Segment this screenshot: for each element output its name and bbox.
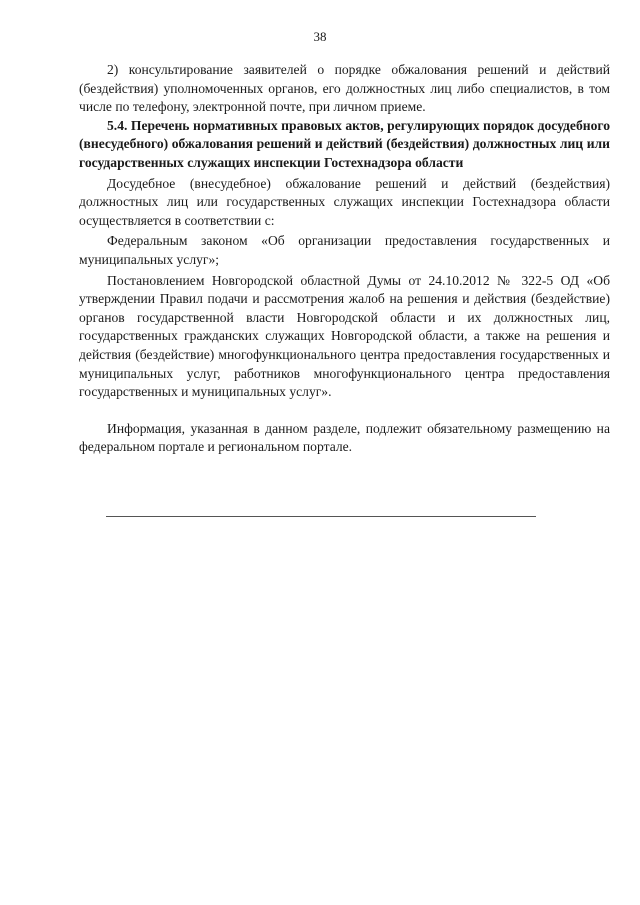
- document-body: [79, 61, 610, 457]
- paragraph-pretrial-appeal: Досудебное (внесудебное) обжалование решений и действий (бездействия) должностных лиц или государственных служащих инспекции Гостехнадзора области осуществляется в соответствии с:: [79, 175, 610, 228]
- page-number: 38: [313, 29, 327, 44]
- paragraph-federal-law: Федеральным законом «Об организации предоставления государственных и муниципальных услуг»;: [79, 233, 610, 267]
- section-heading-5-4: 5.4. Перечень нормативных правовых актов, регулирующих порядок досудебного (внесудебного) обжалования решений и действий (бездействия) должностных лиц или государственных служащих инспекции Гостехнадзора области: [79, 117, 610, 170]
- paragraph-information-portal: Информация, указанная в данном разделе, подлежит обязательному размещению на федеральном портале и региональном портале.: [79, 420, 610, 455]
- end-of-document-rule: [106, 516, 536, 517]
- paragraph-consultation: 2) консультирование заявителей о порядке обжалования решений и действий (бездействия) уполномоченных органов, его должностных лиц либо специалистов, в том числе по телефону, электронной почте, при личном приеме.: [79, 62, 610, 115]
- paragraph-regional-resolution: Постановлением Новгородской областной Думы от 24.10.2012 № 322-5 ОД «Об утверждении Правил подачи и рассмотрения жалоб на решения и действия (бездействие) органов государственной власти Новгородской области и их должностных лиц, государственных гражданских служащих Новгородской области, а также на решения и действия (бездействие) многофункционального центра предоставления государственных и муниципальных услуг, работников многофункционального центра предоставления государственных и муниципальных услуг».: [79, 272, 610, 400]
